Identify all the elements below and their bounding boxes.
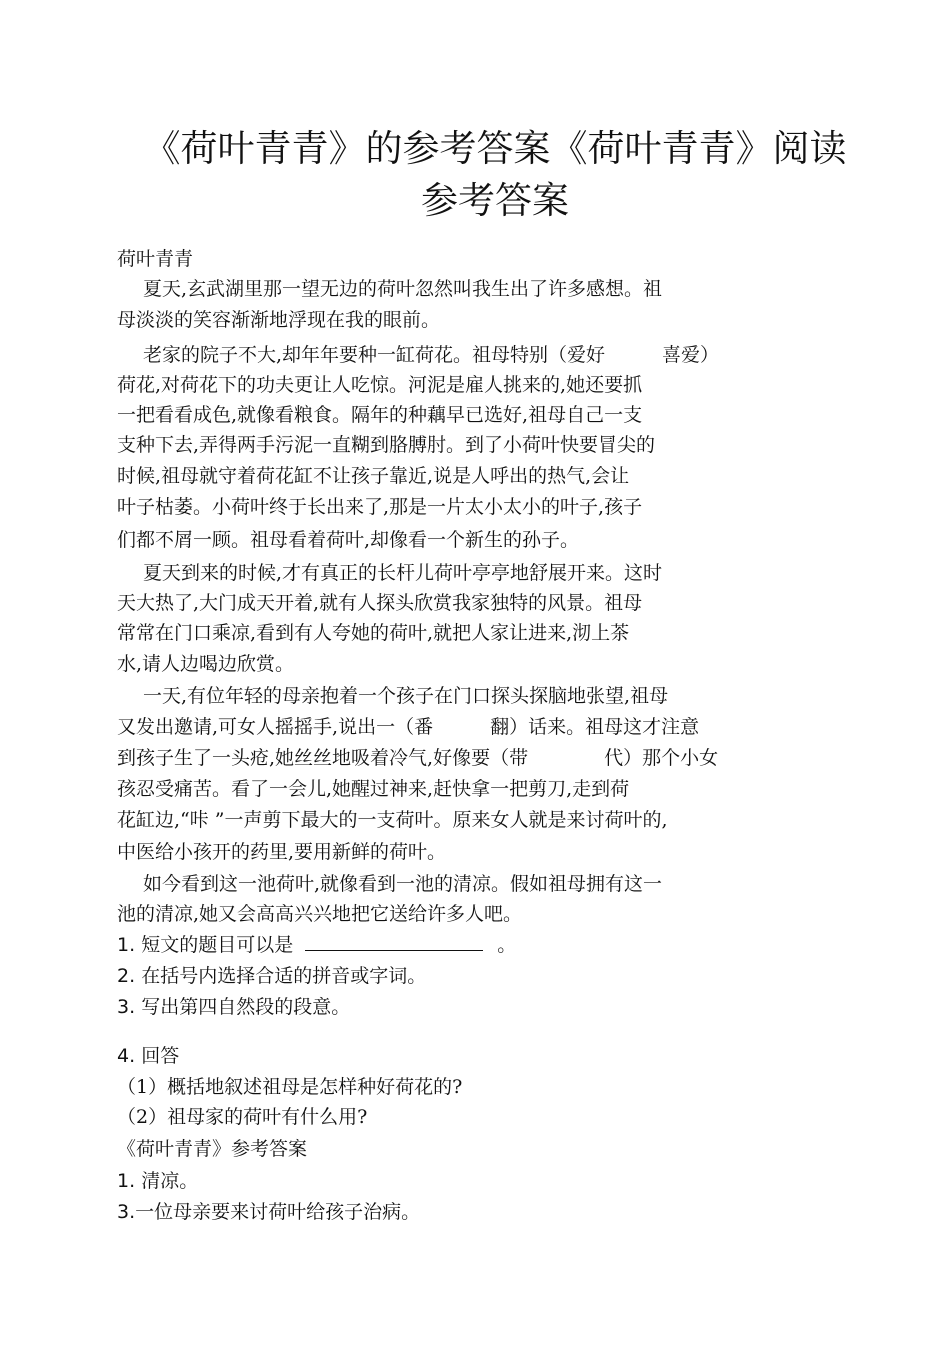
question-4-sub2: （2）祖母家的荷叶有什么用? (117, 1106, 368, 1128)
answer-1-text: 清凉。 (141, 1170, 199, 1192)
passage-line: 如今看到这一池荷叶,就像看到一池的清凉。假如祖母拥有这一 (143, 873, 663, 895)
passage-line: 天大热了,大门成天开着,就有人探头欣赏我家独特的风景。祖母 (117, 592, 643, 614)
question-4-number: 4. (117, 1045, 136, 1067)
passage-heading: 荷叶青青 (117, 248, 194, 270)
passage-line: 夏天,玄武湖里那一望无边的荷叶忽然叫我生出了许多感想。祖 (143, 278, 663, 300)
question-4 (117, 1043, 179, 1069)
passage-line: 一天,有位年轻的母亲抱着一个孩子在门口探头探脑地张望,祖母 (143, 685, 669, 707)
passage-line: 常常在门口乘凉,看到有人夸她的荷叶,就把人家让进来,沏上茶 (117, 622, 630, 644)
answer-1-number: 1. (117, 1170, 136, 1192)
passage-line: 池的清凉,她又会高高兴兴地把它送给许多人吧。 (117, 903, 523, 925)
passage-line: 叶子枯萎。小荷叶终于长出来了,那是一片太小太小的叶子,孩子 (117, 496, 643, 518)
passage-line: 又发出邀请,可女人摇摇手,说出一（番 翻）话来。祖母这才注意 (117, 716, 700, 738)
question-3 (117, 994, 350, 1020)
passage-line: 时候,祖母就守着荷花缸不让孩子靠近,说是人呼出的热气,会让 (117, 465, 630, 487)
question-1-end: 。 (497, 934, 517, 956)
question-1 (117, 932, 516, 958)
passage-line: 到孩子生了一头疮,她丝丝地吸着冷气,好像要（带 代）那个小女 (117, 747, 719, 769)
question-2-number: 2. (117, 965, 136, 987)
passage-line: 们都不屑一顾。祖母看着荷叶,却像看一个新生的孙子。 (117, 529, 580, 551)
passage-line: 荷花,对荷花下的功夫更让人吃惊。河泥是雇人挑来的,她还要抓 (117, 374, 643, 396)
answer-1 (117, 1168, 198, 1194)
document-title-line1: 《荷叶青青》的参考答案《荷叶青青》阅读 (143, 127, 847, 170)
answers-heading: 《荷叶青青》参考答案 (117, 1138, 308, 1160)
passage-line: 水,请人边喝边欣赏。 (117, 653, 295, 675)
passage-line: 夏天到来的时候,才有真正的长杆儿荷叶亭亭地舒展开来。这时 (143, 562, 663, 584)
question-1-text: 短文的题目可以是 (141, 934, 294, 956)
passage-line: 老家的院子不大,却年年要种一缸荷花。祖母特别（爱好 喜爱） (143, 344, 720, 366)
question-3-text: 写出第四自然段的段意。 (141, 996, 351, 1018)
answer-3-text: 一位母亲要来讨荷叶给孩子治病。 (135, 1201, 421, 1223)
passage-line: 花缸边,“咔 ”一声剪下最大的一支荷叶。原来女人就是来讨荷叶的, (117, 809, 668, 831)
passage-line: 中医给小孩开的药里,要用新鲜的荷叶。 (117, 841, 447, 863)
passage-line: 支种下去,弄得两手污泥一直糊到胳膊肘。到了小荷叶快要冒尖的 (117, 434, 656, 456)
passage-line: 母淡淡的笑容渐渐地浮现在我的眼前。 (117, 309, 441, 331)
answer-3-number: 3. (117, 1201, 136, 1223)
question-4-sub1: （1）概括地叙述祖母是怎样种好荷花的? (117, 1076, 463, 1098)
document-title-line2: 参考答案 (421, 179, 569, 222)
question-2 (117, 963, 426, 989)
question-2-text: 在括号内选择合适的拼音或字词。 (141, 965, 427, 987)
question-4-text: 回答 (141, 1045, 180, 1067)
question-1-number: 1. (117, 934, 136, 956)
question-3-number: 3. (117, 996, 136, 1018)
passage-line: 一把看看成色,就像看粮食。隔年的种藕早已选好,祖母自己一支 (117, 404, 643, 426)
passage-line: 孩忍受痛苦。看了一会儿,她醒过神来,赶快拿一把剪刀,走到荷 (117, 778, 630, 800)
answer-3 (117, 1199, 420, 1225)
answer-blank[interactable] (305, 932, 483, 951)
